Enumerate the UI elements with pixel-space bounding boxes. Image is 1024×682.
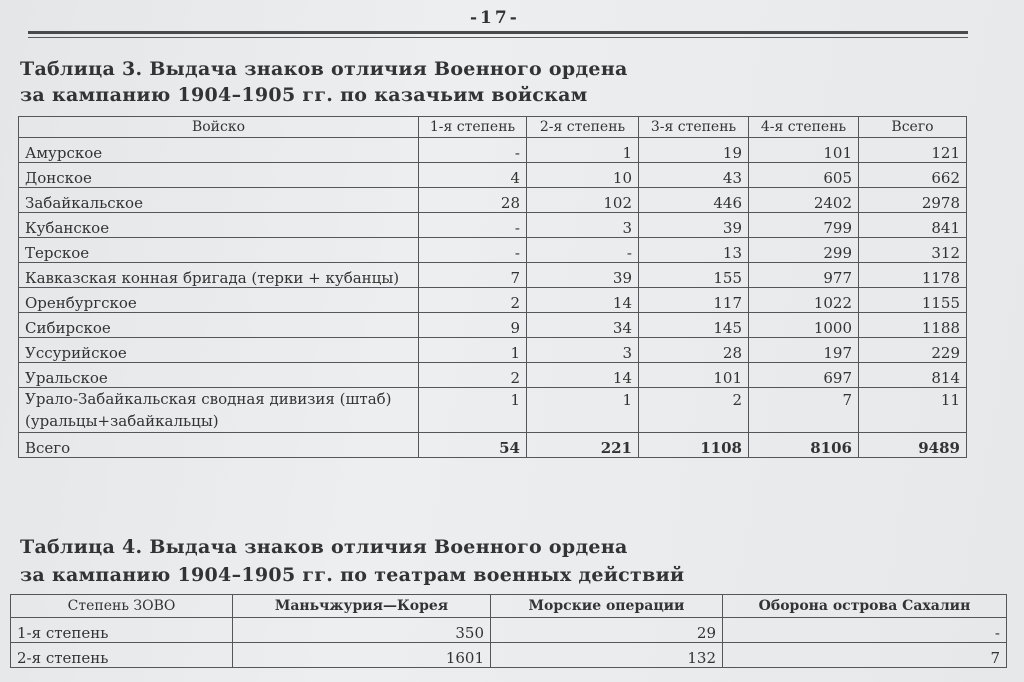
cell-value: 145 (639, 313, 749, 338)
cell-value: 2402 (749, 188, 859, 213)
table-row (19, 388, 967, 433)
table3 (18, 116, 967, 458)
cell-value: 121 (859, 138, 967, 163)
cell-value: - (419, 213, 527, 238)
table-row (19, 188, 967, 213)
cell-value: 446 (639, 188, 749, 213)
cell-value: 101 (639, 363, 749, 388)
table3-header-row (19, 117, 967, 138)
row-name: Забайкальское (19, 188, 419, 213)
column-header: Маньчжурия—Корея (233, 595, 491, 618)
table3-caption-line2: за кампанию 1904–1905 гг. по казачьим войскам (20, 84, 588, 106)
row-name: Кавказская конная бригада (терки + кубанцы) (19, 263, 419, 288)
page-number: -17- (470, 8, 520, 28)
table4-header-row (11, 595, 1007, 618)
cell-value: 14 (527, 363, 639, 388)
row-name: Сибирское (19, 313, 419, 338)
total-value: 8106 (749, 433, 859, 458)
cell-value: 2 (639, 388, 749, 433)
cell-value: 7 (723, 643, 1007, 668)
header-rule-thick (28, 31, 968, 34)
cell-value: 14 (527, 288, 639, 313)
cell-value: 117 (639, 288, 749, 313)
header-rule-thin (28, 37, 968, 38)
cell-value: 350 (233, 618, 491, 643)
column-header: 2-я степень (527, 117, 639, 138)
cell-value: 7 (749, 388, 859, 433)
cell-value: 1178 (859, 263, 967, 288)
table-row (19, 263, 967, 288)
cell-value: - (527, 238, 639, 263)
cell-value: 1 (527, 388, 639, 433)
cell-value: 28 (639, 338, 749, 363)
column-header: 4-я степень (749, 117, 859, 138)
table4-caption-line2: за кампанию 1904–1905 гг. по театрам военных действий (20, 564, 685, 586)
row-name-line1: Урало-Забайкальская сводная дивизия (штаб) (25, 390, 392, 408)
cell-value: 841 (859, 213, 967, 238)
row-name: Оренбургское (19, 288, 419, 313)
column-header: Войско (19, 117, 419, 138)
cell-value: 605 (749, 163, 859, 188)
row-name-line2: (уральцы+забайкальцы) (25, 412, 219, 430)
column-header: 3-я степень (639, 117, 749, 138)
cell-value: 39 (527, 263, 639, 288)
row-name: Кубанское (19, 213, 419, 238)
column-header: 1-я степень (419, 117, 527, 138)
row-name: 1-я степень (11, 618, 233, 643)
cell-value: 3 (527, 213, 639, 238)
cell-value: 814 (859, 363, 967, 388)
cell-value: - (419, 138, 527, 163)
cell-value: 1 (419, 388, 527, 433)
cell-value: 29 (491, 618, 723, 643)
cell-value: 1188 (859, 313, 967, 338)
table4 (10, 594, 1007, 668)
cell-value: 13 (639, 238, 749, 263)
row-name: Уссурийское (19, 338, 419, 363)
table4-caption-line1: Таблица 4. Выдача знаков отличия Военного ордена (20, 536, 628, 558)
cell-value: 697 (749, 363, 859, 388)
column-header: Всего (859, 117, 967, 138)
table-row (11, 643, 1007, 668)
cell-value: 34 (527, 313, 639, 338)
cell-value: 10 (527, 163, 639, 188)
cell-value: 197 (749, 338, 859, 363)
cell-value: 1 (527, 138, 639, 163)
table-row (19, 338, 967, 363)
table-row (19, 163, 967, 188)
cell-value: 2978 (859, 188, 967, 213)
table3-caption-line1: Таблица 3. Выдача знаков отличия Военного ордена (20, 58, 628, 80)
cell-value: 1 (419, 338, 527, 363)
cell-value: 19 (639, 138, 749, 163)
cell-value: 102 (527, 188, 639, 213)
row-name: Амурское (19, 138, 419, 163)
table-row (11, 618, 1007, 643)
total-label: Всего (19, 433, 419, 458)
column-header: Степень ЗОВО (11, 595, 233, 618)
table-row (19, 313, 967, 338)
cell-value: 7 (419, 263, 527, 288)
column-header: Морские операции (491, 595, 723, 618)
total-value: 9489 (859, 433, 967, 458)
row-name: Донское (19, 163, 419, 188)
cell-value: 2 (419, 288, 527, 313)
table-row (19, 288, 967, 313)
cell-value: 1155 (859, 288, 967, 313)
table-row (19, 238, 967, 263)
cell-value: 101 (749, 138, 859, 163)
table-row (19, 213, 967, 238)
table-row (19, 138, 967, 163)
cell-value: 3 (527, 338, 639, 363)
column-header: Оборона острова Сахалин (723, 595, 1007, 618)
total-value: 221 (527, 433, 639, 458)
cell-value: 977 (749, 263, 859, 288)
cell-value: 662 (859, 163, 967, 188)
cell-value: 132 (491, 643, 723, 668)
total-value: 54 (419, 433, 527, 458)
total-value: 1108 (639, 433, 749, 458)
cell-value: 39 (639, 213, 749, 238)
cell-value: - (419, 238, 527, 263)
cell-value: 1022 (749, 288, 859, 313)
cell-value: 1000 (749, 313, 859, 338)
cell-value: 1601 (233, 643, 491, 668)
cell-value: 28 (419, 188, 527, 213)
cell-value: - (723, 618, 1007, 643)
cell-value: 155 (639, 263, 749, 288)
row-name (19, 388, 419, 433)
table-total-row (19, 433, 967, 458)
cell-value: 4 (419, 163, 527, 188)
row-name: Терское (19, 238, 419, 263)
cell-value: 299 (749, 238, 859, 263)
row-name: 2-я степень (11, 643, 233, 668)
cell-value: 799 (749, 213, 859, 238)
cell-value: 312 (859, 238, 967, 263)
row-name: Уральское (19, 363, 419, 388)
table-row (19, 363, 967, 388)
cell-value: 43 (639, 163, 749, 188)
cell-value: 229 (859, 338, 967, 363)
cell-value: 9 (419, 313, 527, 338)
cell-value: 2 (419, 363, 527, 388)
cell-value: 11 (859, 388, 967, 433)
